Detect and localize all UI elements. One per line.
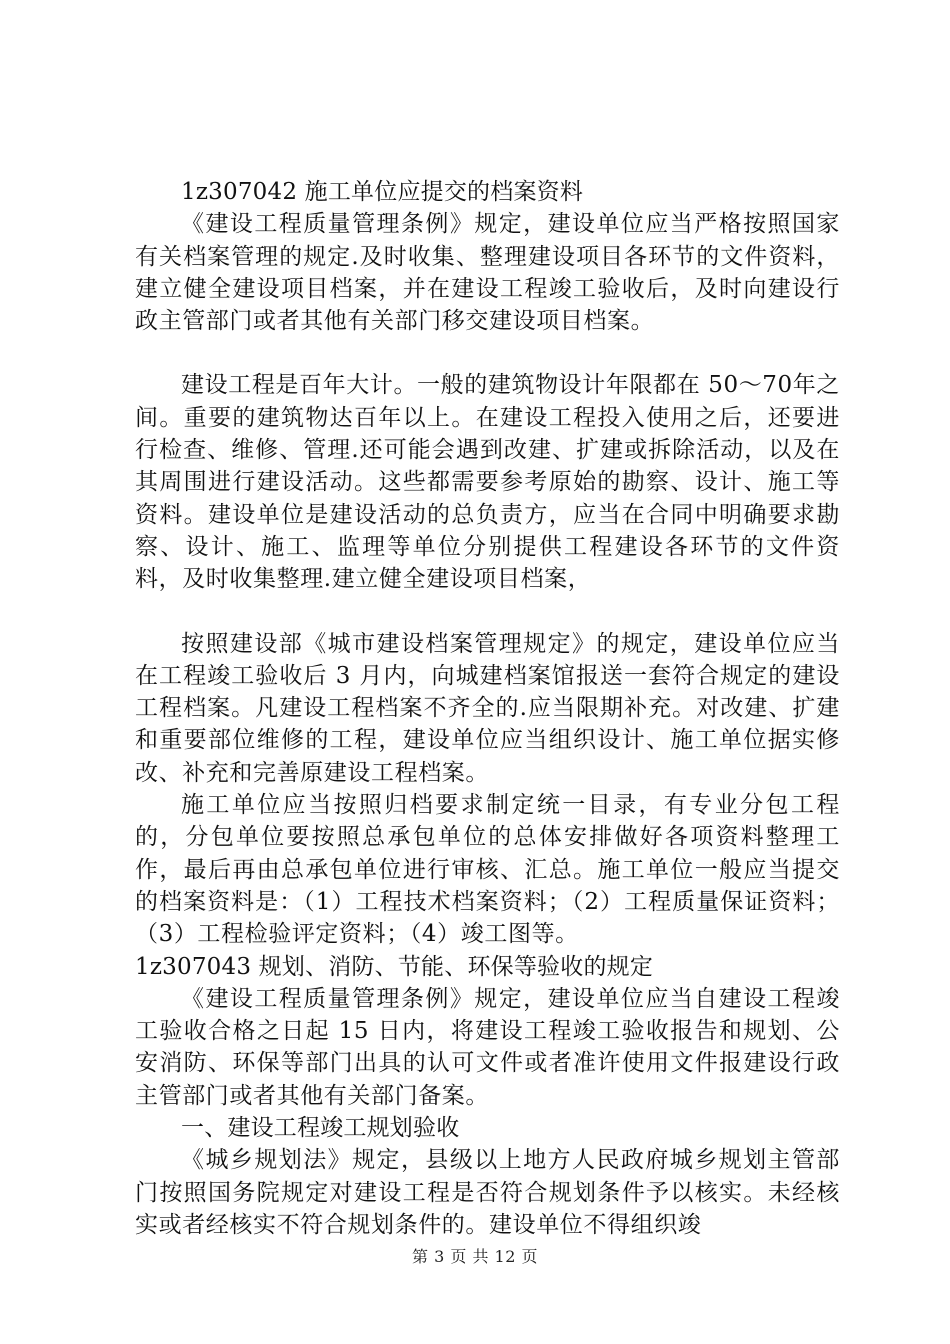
document-body bbox=[135, 176, 840, 1241]
paragraph-gap bbox=[135, 596, 840, 628]
paragraph-filing-deadline: 《建设工程质量管理条例》规定，建设单位应当自建设工程竣工验收合格之日起 15 日内，将建设工程竣工验收报告和规划、公安消防、环保等部门出具的认可文件或者准许使用文件报建设行政主管部门或者其他有关部门备案。 bbox=[135, 985, 840, 1109]
paragraph-archive-regulation: 《建设工程质量管理条例》规定，建设单位应当严格按照国家有关档案管理的规定.及时收集、整理建设项目各环节的文件资料，建立健全建设项目档案，并在建设工程竣工验收后，及时向建设行政主管部门或者其他有关部门移交建设项目档案。 bbox=[135, 211, 840, 335]
paragraph-gap bbox=[135, 337, 840, 369]
paragraph-contractor-submission: 施工单位应当按照归档要求制定统一目录，有专业分包工程的，分包单位要按照总承包单位的总体安排做好各项资料整理工作，最后再由总承包单位进行审核、汇总。施工单位一般应当提交的档案资料是：（1）工程技术档案资料；（2）工程质量保证资料；（3）工程检验评定资料；（4）竣工图等。 bbox=[135, 792, 840, 948]
section-heading-1z307043: 1z307043 规划、消防、节能、环保等验收的规定 bbox=[135, 953, 654, 980]
page-footer: 第 3 页 共 12 页 bbox=[412, 1247, 538, 1266]
paragraph-city-archive-rules: 按照建设部《城市建设档案管理规定》的规定，建设单位应当在工程竣工验收后 3 月内，向城建档案馆报送一套符合规定的建设工程档案。凡建设工程档案不齐全的.应当限期补充。对改建、扩建和重要部位维修的工程，建设单位应当组织设计、施工单位据实修改、补充和完善原建设工程档案。 bbox=[135, 630, 840, 786]
section-heading-1z307042: 1z307042 施工单位应提交的档案资料 bbox=[181, 179, 584, 205]
subsection-heading-planning-acceptance: 一、建设工程竣工规划验收 bbox=[181, 1115, 460, 1142]
paragraph-urban-rural-planning-law: 《城乡规划法》规定，县级以上地方人民政府城乡规划主管部门按照国务院规定对建设工程是否符合规划条件予以核实。未经核实或者经核实不符合规划条件的。建设单位不得组织竣 bbox=[135, 1147, 840, 1238]
paragraph-century-project: 建设工程是百年大计。一般的建筑物设计年限都在 50～70年之间。重要的建筑物达百年以上。在建设工程投入使用之后，还要进行检查、维修、管理.还可能会遇到改建、扩建或拆除活动，以及在其周围进行建设活动。这些都需要参考原始的勘察、设计、施工等资料。建设单位是建设活动的总负责方，应当在合同中明确要求勘察、设计、施工、监理等单位分别提供工程建设各环节的文件资料，及时收集整理.建立健全建设项目档案， bbox=[135, 372, 840, 593]
